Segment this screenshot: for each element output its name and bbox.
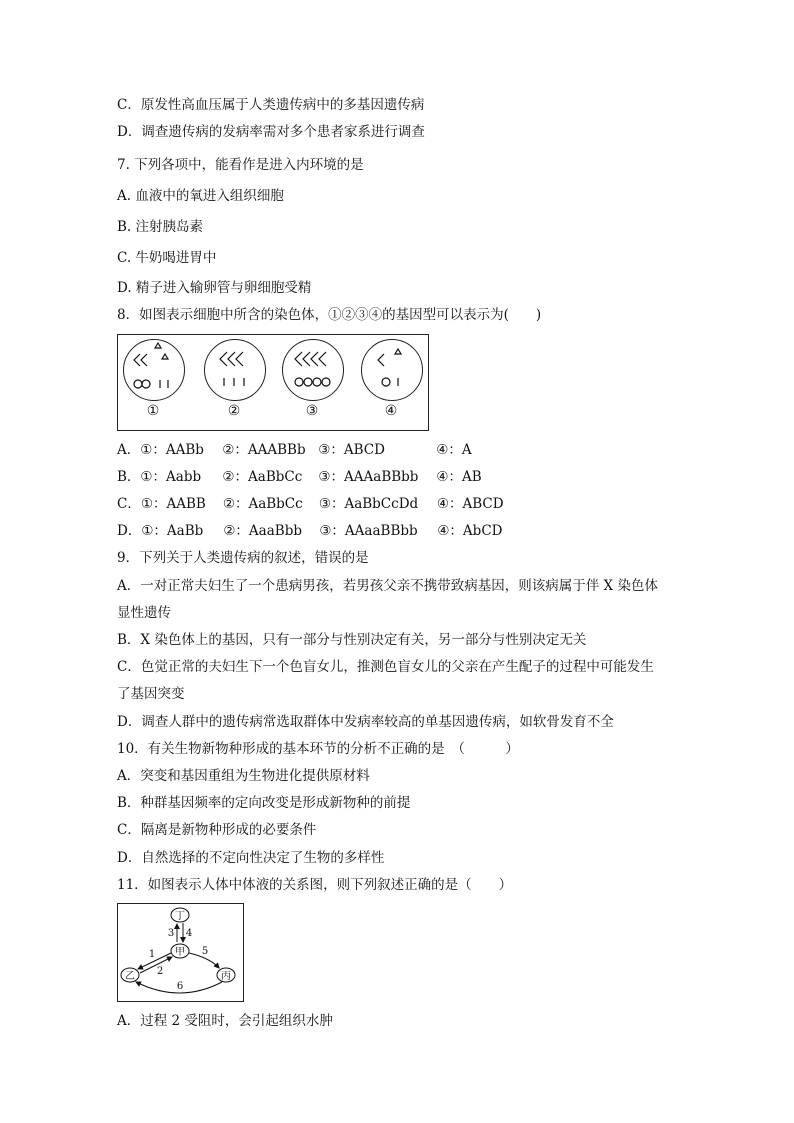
cell-3-diagram — [282, 339, 344, 401]
body-fluid-diagram — [117, 903, 244, 1002]
q6-option-d: D．调查遗传病的发病率需对多个患者家系进行调查 — [117, 124, 425, 141]
q10-option-b: B．种群基因频率的定向改变是形成新物种的前提 — [117, 795, 411, 812]
q8-option-d: D． ①：AaBb ②：AaaBbb ③：AAaaBBbb ④：AbCD — [117, 523, 503, 540]
node-ding-label: 丁 — [175, 911, 185, 923]
q9-stem: 9．下列关于人类遗传病的叙述，错误的是 — [117, 550, 369, 567]
cell-2-label: ② — [227, 402, 241, 419]
arrow-1-label: 1 — [148, 949, 156, 961]
q10-stem: 10．有关生物新物种形成的基本环节的分析不正确的是 （ ） — [117, 740, 519, 757]
q10-option-a: A．突变和基因重组为生物进化提供原材料 — [117, 768, 370, 785]
q9-option-b: B．X 染色体上的基因，只有一部分与性别决定有关，另一部分与性别决定无关 — [117, 632, 587, 649]
chromosome-figure — [117, 334, 429, 431]
q11-stem: 11．如图表示人体中体液的关系图，则下列叙述正确的是（ ） — [117, 876, 513, 893]
q10-option-d: D．自然选择的不定向性决定了生物的多样性 — [117, 849, 385, 866]
cell-1-label: ① — [146, 402, 160, 419]
q7-stem: 7. 下列各项中，能看作是进入内环境的是 — [117, 157, 364, 174]
q10-option-c: C．隔离是新物种形成的必要条件 — [117, 822, 317, 839]
q8-stem: 8．如图表示细胞中所含的染色体，①②③④的基因型可以表示为( ) — [117, 307, 542, 324]
q8-option-c: C． ①：AABB ②：AaBbCc ③：AaBbCcDd ④：ABCD — [117, 496, 504, 513]
cell-3-label: ③ — [305, 402, 319, 419]
q6-option-c: C．原发性高血压属于人类遗传病中的多基因遗传病 — [117, 97, 425, 113]
q9-option-a-line2: 显性遗传 — [117, 604, 171, 621]
q7-option-d: D. 精子进入输卵管与卵细胞受精 — [117, 280, 312, 297]
cell-4-label: ④ — [384, 402, 398, 419]
cell-1-diagram — [123, 339, 185, 401]
arrow-2-label: 2 — [156, 966, 164, 978]
cell-2-diagram — [204, 339, 266, 401]
arrow-6-label: 6 — [176, 981, 184, 993]
node-jia-label: 甲 — [175, 947, 185, 959]
q7-option-c: C. 牛奶喝进胃中 — [117, 250, 217, 267]
arrow-3-label: 3 — [167, 928, 175, 940]
q9-option-c-line1: C．色觉正常的夫妇生下一个色盲女儿，推测色盲女儿的父亲在产生配子的过程中可能发生 — [117, 659, 654, 676]
exam-page — [117, 92, 687, 1035]
node-yi-label: 乙 — [125, 971, 135, 983]
q11-option-a: A．过程 2 受阻时，会引起组织水肿 — [117, 1013, 333, 1030]
cell-4-diagram — [361, 339, 423, 401]
node-bing-label: 丙 — [221, 971, 231, 983]
q9-option-c-line2: 了基因突变 — [117, 686, 185, 703]
q8-option-b: B． ①：Aabb ②：AaBbCc ③：AAAaBBbb ④：AB — [117, 468, 482, 485]
arrow-4-label: 4 — [185, 928, 193, 940]
q9-option-d: D．调查人群中的遗传病常选取群体中发病率较高的单基因遗传病，如软骨发育不全 — [117, 713, 614, 730]
q8-option-a: A． ①：AABb ②：AAABBb ③：ABCD ④：A — [117, 441, 472, 458]
q7-option-a: A. 血液中的氧进入组织细胞 — [117, 188, 284, 205]
q9-option-a-line1: A．一对正常夫妇生了一个患病男孩，若男孩父亲不携带致病基因，则该病属于伴 X 染色体 — [117, 577, 658, 594]
q7-option-b: B. 注射胰岛素 — [117, 219, 204, 236]
arrow-5-label: 5 — [201, 946, 209, 958]
